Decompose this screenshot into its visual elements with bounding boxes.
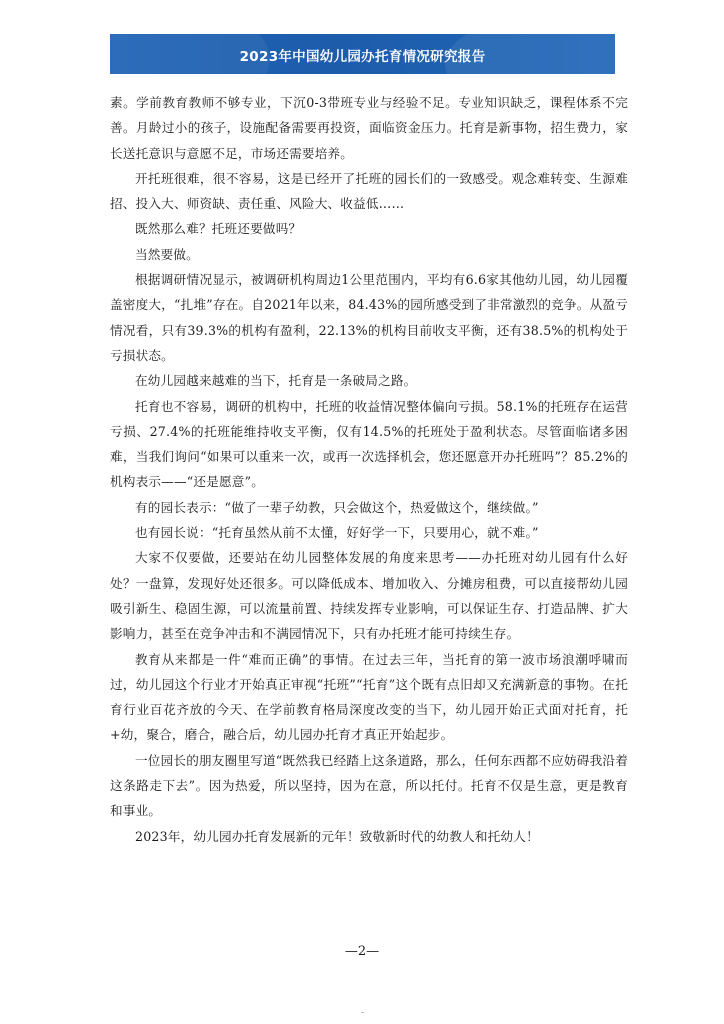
paragraph: 2023年，幼儿园办托育发展新的元年！致敬新时代的幼教人和托幼人！ — [135, 828, 539, 844]
body-text — [110, 90, 628, 849]
paragraph: 一位园长的朋友圈里写道“既然我已经踏上这条道路，那么，任何东西都不应妨碍我沿着这条路走下去”。因为热爱，所以坚持，因为在意，所以托付。托育不仅是生意，更是教育和事业。 — [110, 752, 628, 819]
page-edge-mark — [361, 1012, 364, 1013]
paragraph: 有的园长表示：“做了一辈子幼教，只会做这个，热爱做这个，继续做。” — [135, 499, 539, 515]
page-number: —2— — [344, 944, 380, 959]
paragraph-continued: 素。学前教育教师不够专业，下沉0-3带班专业与经验不足。专业知识缺乏，课程体系不完善。月龄过小的孩子，设施配备需要再投资，面临资金压力。托育是新事物，招生费力，家长送托意识与意愿不足，市场还需要培养。 — [110, 95, 628, 161]
paragraph: 在幼儿园越来越难的当下，托育是一条破局之路。 — [135, 373, 417, 389]
report-title: 2023年中国幼儿园办托育情况研究报告 — [239, 49, 486, 65]
paragraph: 开托班很难，很不容易，这是已经开了托班的园长们的一致感受。观念难转变、生源难招、投入大、师资缺、责任重、风险大、收益低…… — [110, 170, 628, 212]
paragraph: 托育也不容易，调研的机构中，托班的收益情况整体偏向亏损。58.1%的托班存在运营亏损、27.4%的托班能维持收支平衡，仅有14.5%的托班处于盈利状态。尽管面临诸多困难，当我们询问“如果可以重来一次，或再一次选择机会，您还愿意开办托班吗”？85.2%的机构表示——“还是愿意”。 — [110, 398, 628, 490]
paragraph: 根据调研情况显示，被调研机构周边1公里范围内，平均有6.6家其他幼儿园，幼儿园覆盖密度大，“扎堆”存在。自2021年以来，84.43%的园所感受到了非常激烈的竞争。从盈亏情况看，只有39.3%的机构有盈利，22.13%的机构目前收支平衡，还有38.5%的机构处于亏损状态。 — [110, 272, 628, 363]
header-banner — [110, 34, 615, 74]
paragraph: 当然要做。 — [135, 246, 199, 262]
paragraph: 教育从来都是一件“难而正确”的事情。在过去三年，当托育的第一波市场浪潮呼啸而过，幼儿园这个行业才开始真正审视“托班”“托育”这个既有点旧却又充满新意的事物。在托育行业百花齐放的今天、在学前教育格局深度改变的当下，幼儿园开始正式面对托育，托+幼，聚合，磨合，融合后，幼儿园办托育才真正开始起步。 — [110, 651, 628, 743]
paragraph: 既然那么难？托班还要做吗？ — [135, 221, 302, 237]
paragraph: 大家不仅要做，还要站在幼儿园整体发展的角度来思考——办托班对幼儿园有什么好处？一盘算，发现好处还很多。可以降低成本、增加收入、分摊房租费，可以直接帮幼儿园吸引新生、稳固生源，可以流量前置、持续发挥专业影响，可以保证生存、打造品牌、扩大影响力，甚至在竞争冲击和不满园情况下，只有办托班才能可持续生存。 — [110, 550, 628, 642]
paragraph: 也有园长说：“托育虽然从前不太懂，好好学一下，只要用心，就不难。” — [135, 525, 539, 541]
